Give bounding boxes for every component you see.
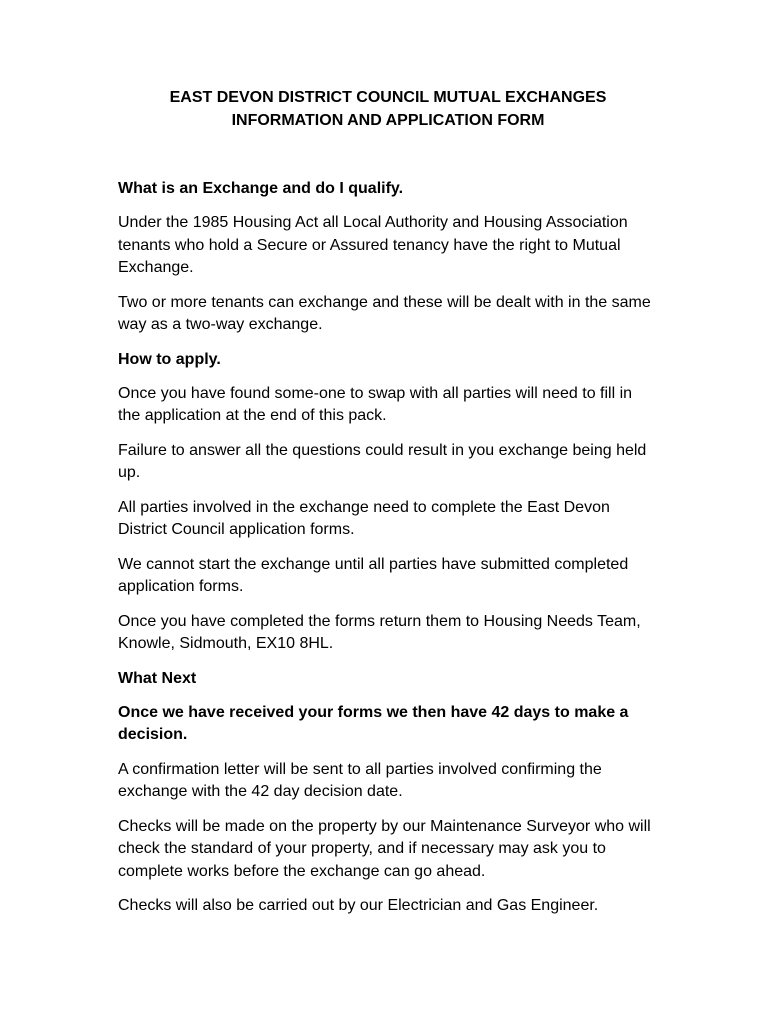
heading-how-to-apply: How to apply. [118,350,221,368]
paragraph-qualify-1: Under the 1985 Housing Act all Local Authority and Housing Association tenants who hold a Secure or Assured tenancy have the right to Mutual Exchange. [118,214,628,276]
paragraph-apply-3: All parties involved in the exchange need to complete the East Devon District Council application forms. [118,498,610,538]
paragraph-next-bold: Once we have received your forms we then have 42 days to make a decision. [118,703,629,743]
document-title [118,86,658,132]
title-line-2: INFORMATION AND APPLICATION FORM [231,112,545,129]
paragraph-qualify-2: Two or more tenants can exchange and these will be dealt with in the same way as a two-way exchange. [118,293,651,333]
heading-qualify: What is an Exchange and do I qualify. [118,180,404,197]
paragraph-apply-5: Once you have completed the forms return them to Housing Needs Team, Knowle, Sidmouth, EX10 8HL. [118,612,641,652]
document-page [118,86,658,918]
title-line-1: EAST DEVON DISTRICT COUNCIL MUTUAL EXCHANGES [169,89,607,106]
paragraph-apply-1: Once you have found some-one to swap with all parties will need to fill in the application at the end of this pack. [118,384,633,424]
paragraph-apply-4: We cannot start the exchange until all parties have submitted completed application forms. [118,555,629,595]
paragraph-next-1: A confirmation letter will be sent to all parties involved confirming the exchange with the 42 day decision date. [118,760,602,800]
paragraph-next-2: Checks will be made on the property by our Maintenance Surveyor who will check the standard of your property, and if necessary may ask you to complete works before the exchange can go ahead. [118,817,651,880]
paragraph-apply-2: Failure to answer all the questions could result in you exchange being held up. [118,441,647,481]
heading-what-next: What Next [118,669,197,687]
paragraph-next-3: Checks will also be carried out by our Electrician and Gas Engineer. [118,897,599,914]
